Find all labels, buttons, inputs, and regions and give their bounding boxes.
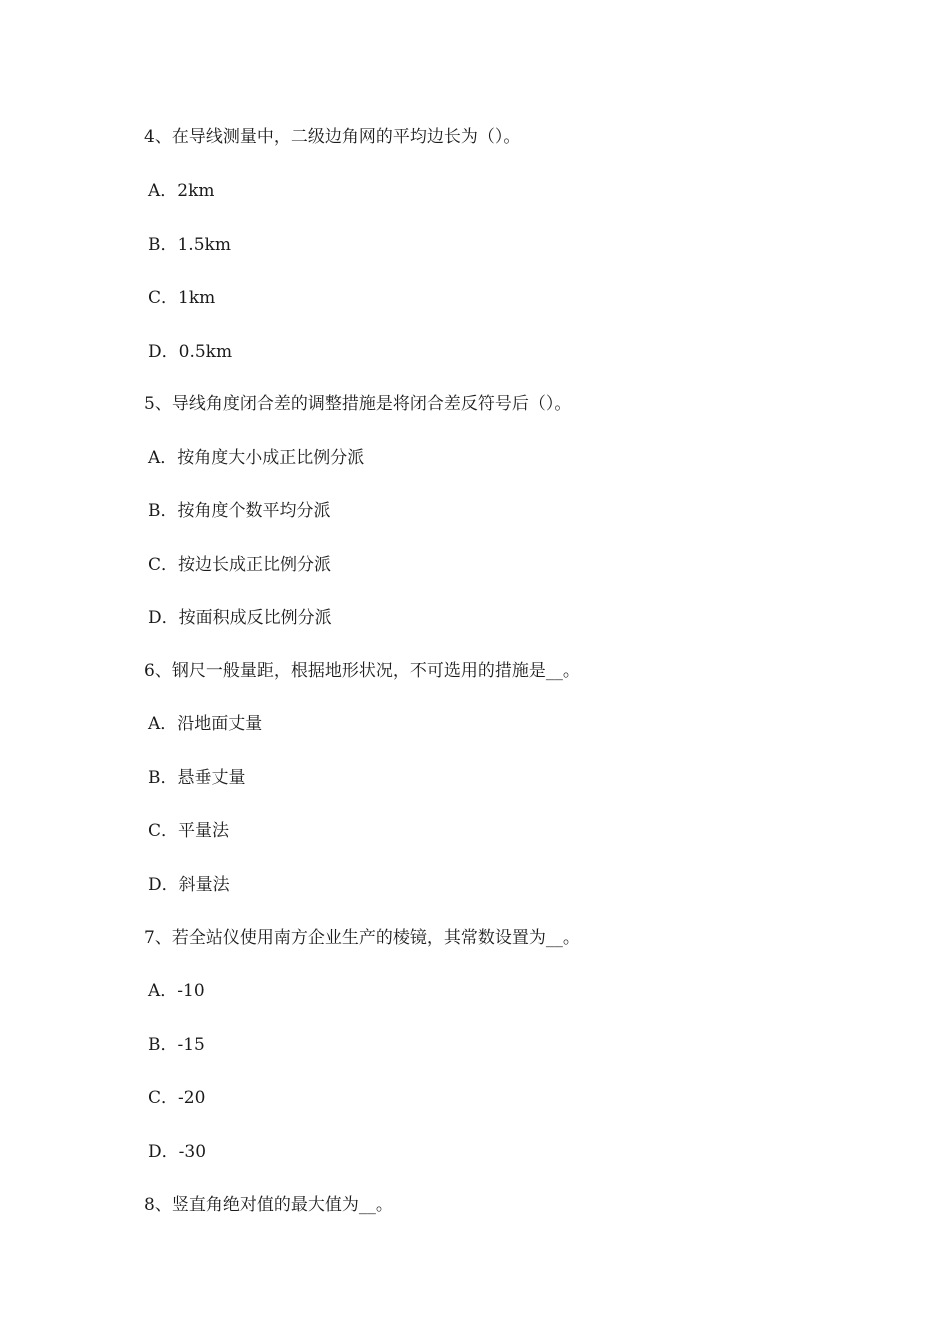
question-4-stem: 4、在导线测量中，二级边角网的平均边长为（）。 <box>144 127 521 147</box>
question-5-option-a: A．按角度大小成正比例分派 <box>148 448 365 468</box>
question-7-option-b: B．-15 <box>148 1035 205 1055</box>
question-5-option-d: D．按面积成反比例分派 <box>148 608 332 628</box>
question-4-option-c: C．1km <box>148 288 216 308</box>
question-7-option-c: C．-20 <box>148 1088 206 1108</box>
question-6-stem: 6、钢尺一般量距，根据地形状况，不可选用的措施是__。 <box>144 661 580 681</box>
question-8-stem: 8、竖直角绝对值的最大值为__。 <box>144 1195 393 1215</box>
question-6-option-b: B．悬垂丈量 <box>148 768 246 788</box>
question-6-option-a: A．沿地面丈量 <box>148 714 263 734</box>
question-4-option-d: D．0.5km <box>148 342 233 362</box>
question-5-option-c: C．按边长成正比例分派 <box>148 555 332 575</box>
question-6-option-c: C．平量法 <box>148 821 230 841</box>
question-7-stem: 7、若全站仪使用南方企业生产的棱镜，其常数设置为__。 <box>144 928 580 948</box>
question-5-stem: 5、导线角度闭合差的调整措施是将闭合差反符号后（）。 <box>144 394 572 414</box>
question-7-option-d: D．-30 <box>148 1142 207 1162</box>
question-6-option-d: D．斜量法 <box>148 875 230 895</box>
question-4-option-b: B．1.5km <box>148 235 231 255</box>
question-5-option-b: B．按角度个数平均分派 <box>148 501 331 521</box>
question-7-option-a: A．-10 <box>148 981 205 1001</box>
question-4-option-a: A．2km <box>148 181 215 201</box>
